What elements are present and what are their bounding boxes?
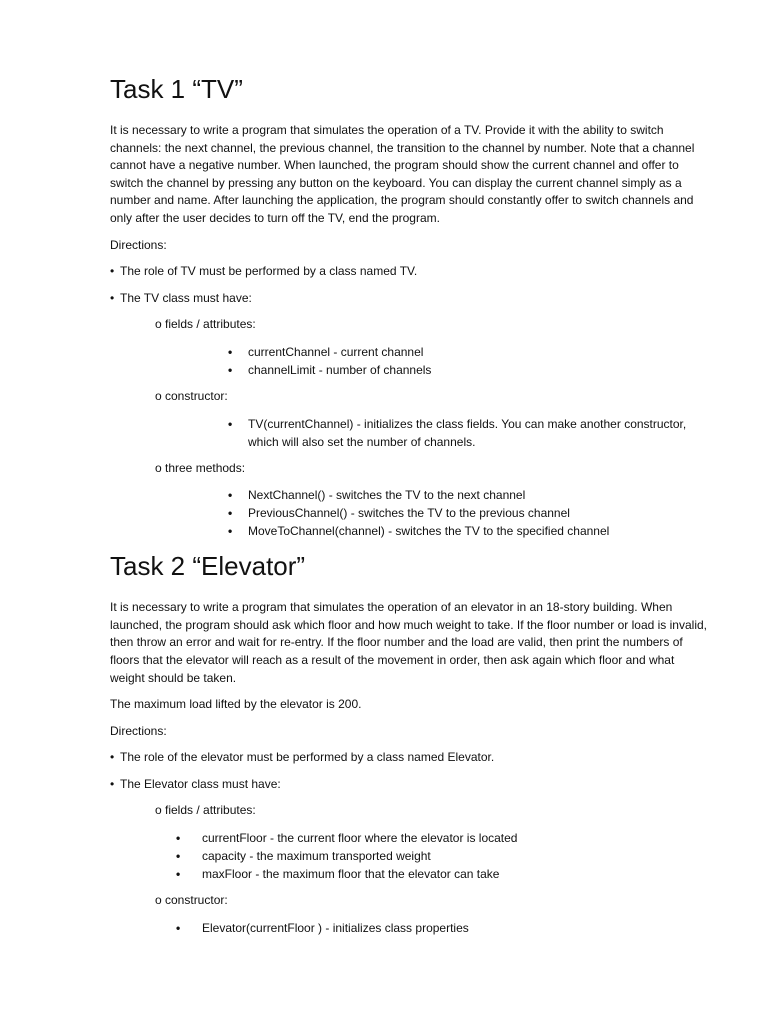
list-item xyxy=(110,343,710,361)
bullet-icon: • xyxy=(110,750,115,765)
list-item xyxy=(110,486,710,504)
list-item xyxy=(110,919,710,937)
task1-constructor-list xyxy=(110,415,710,451)
task2-bullet2-text: The Elevator class must have: xyxy=(120,776,281,791)
bullet-icon: • xyxy=(228,362,233,377)
list-item xyxy=(110,522,710,540)
task2-field-text: maxFloor - the maximum floor that the elevator can take xyxy=(202,867,500,882)
bullet-icon: • xyxy=(228,416,233,431)
task1-fields-list xyxy=(110,343,710,379)
task1-method-text: NextChannel() - switches the TV to the next channel xyxy=(248,488,526,503)
bullet-icon: • xyxy=(228,344,233,359)
task2-max-load: The maximum load lifted by the elevator is 200. xyxy=(110,697,362,712)
bullet-icon: • xyxy=(176,849,181,864)
bullet-icon: • xyxy=(228,524,233,539)
task1-intro: It is necessary to write a program that simulates the operation of a TV. Provide it with the ability to switch channels: the next channel, the previous channel, the transition to the channel by number. Note that a channel cannot have a negative number. When launched, the program should show the current channel and offer to switch the channel by pressing any button on the keyboard. You can display the current channel simply as a number and name. After launching the application, the program should constantly offer to switch channels and only after the user decides to turn off the TV, end the program. xyxy=(110,123,695,225)
task2-bullet-elevator-class xyxy=(110,749,710,767)
document-page xyxy=(110,74,710,946)
list-item xyxy=(110,829,710,847)
task1-method-text: PreviousChannel() - switches the TV to the previous channel xyxy=(248,506,570,521)
task2-title: Task 2 “Elevator” xyxy=(110,551,306,582)
task1-constructor-text: TV(currentChannel) - initializes the class fields. You can make another constructor, which will also set the number of channels. xyxy=(248,416,687,449)
bullet-icon: • xyxy=(110,290,115,305)
task2-field-text: capacity - the maximum transported weight xyxy=(202,849,431,864)
task2-constructor-heading: o constructor: xyxy=(155,893,228,908)
task1-methods-list xyxy=(110,486,710,540)
task1-bullet1-text: The role of TV must be performed by a class named TV. xyxy=(120,264,418,279)
task1-bullet-tv-class xyxy=(110,263,710,281)
list-item xyxy=(110,847,710,865)
task1-field-text: currentChannel - current channel xyxy=(248,344,424,359)
list-item xyxy=(110,415,710,451)
bullet-icon: • xyxy=(228,488,233,503)
task1-bullet2-text: The TV class must have: xyxy=(120,290,252,305)
bullet-icon: • xyxy=(110,264,115,279)
list-item xyxy=(110,361,710,379)
bullet-icon: • xyxy=(228,506,233,521)
bullet-icon: • xyxy=(176,920,181,935)
task1-constructor-heading: o constructor: xyxy=(155,388,228,403)
task1-field-text: channelLimit - number of channels xyxy=(248,362,432,377)
list-item xyxy=(110,865,710,883)
task2-directions-label: Directions: xyxy=(110,723,167,738)
task1-methods-heading: o three methods: xyxy=(155,460,246,475)
task2-field-text: currentFloor - the current floor where the elevator is located xyxy=(202,831,518,846)
task2-fields-heading: o fields / attributes: xyxy=(155,803,256,818)
task1-directions-label: Directions: xyxy=(110,237,167,252)
bullet-icon: • xyxy=(176,831,181,846)
task2-bullet-elevator-must-have xyxy=(110,776,710,794)
task2-intro: It is necessary to write a program that simulates the operation of an elevator in an 18-story building. When launched, the program should ask which floor and how much weight to take. If the floor number or load is invalid, then throw an error and wait for re-entry. If the floor number and the load are valid, then print the numbers of floors that the elevator will reach as a result of the movement in order, then ask again which floor and what weight should be taken. xyxy=(110,600,707,685)
task2-constructor-text: Elevator(currentFloor ) - initializes class properties xyxy=(202,920,469,935)
task1-title: Task 1 “TV” xyxy=(110,74,243,104)
bullet-icon: • xyxy=(176,867,181,882)
task2-bullet1-text: The role of the elevator must be performed by a class named Elevator. xyxy=(120,750,495,765)
bullet-icon: • xyxy=(110,776,115,791)
task2-constructor-list xyxy=(110,919,710,937)
task2-fields-list xyxy=(110,829,710,883)
list-item xyxy=(110,504,710,522)
task1-method-text: MoveToChannel(channel) - switches the TV to the specified channel xyxy=(248,524,610,539)
task1-fields-heading: o fields / attributes: xyxy=(155,317,256,332)
task1-bullet-tv-must-have xyxy=(110,290,710,308)
